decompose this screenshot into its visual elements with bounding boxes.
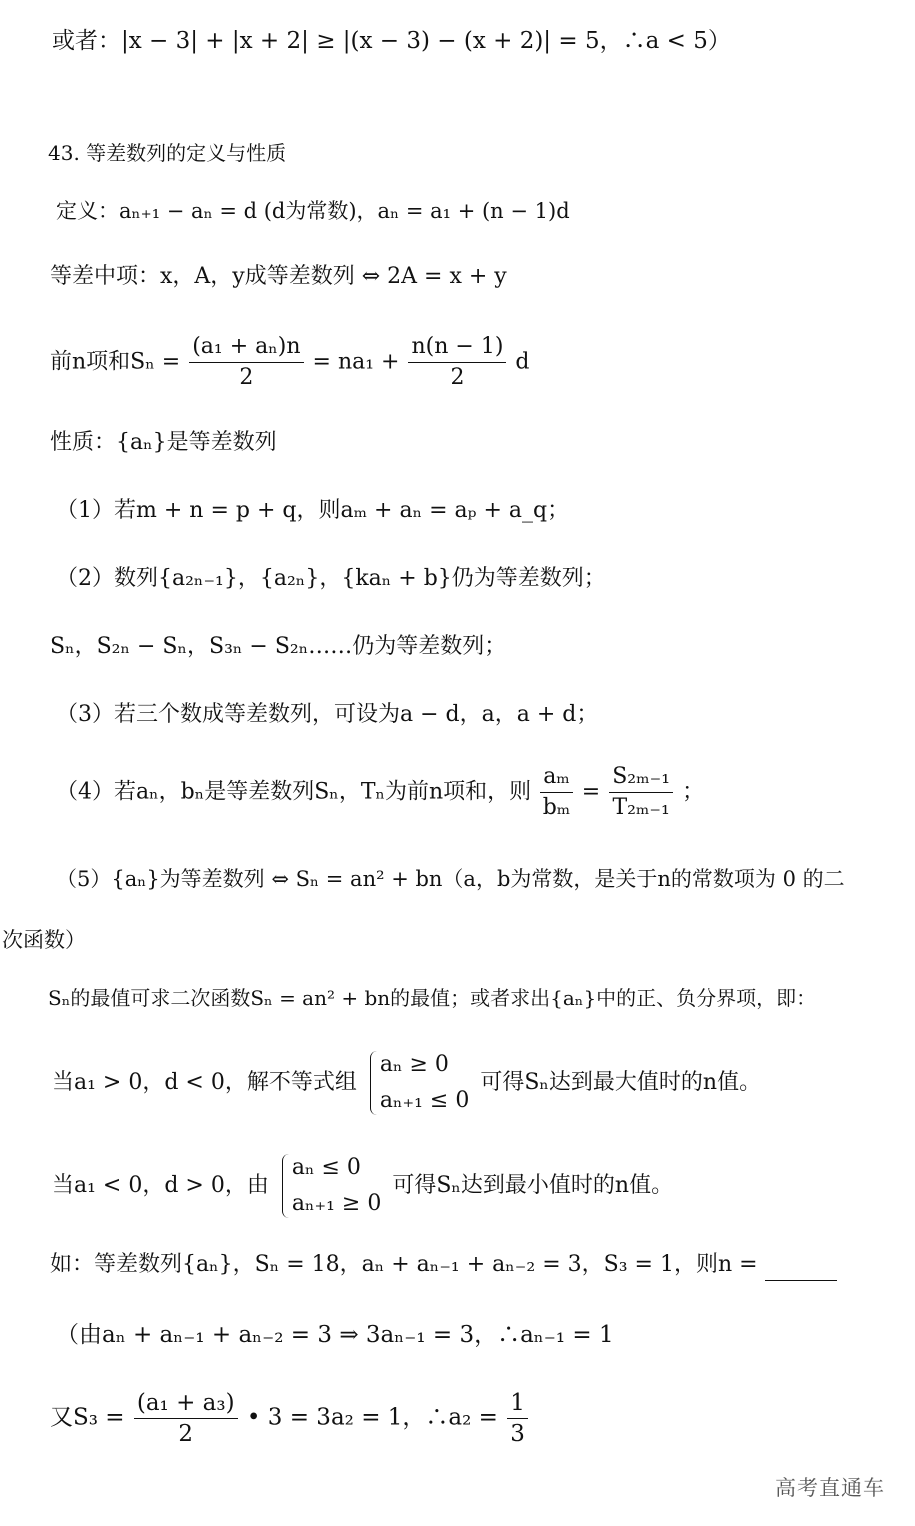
line-extremum: Sₙ的最值可求二次函数Sₙ = an² + bn的最值；或者求出{aₙ}中的正、负分界项，即： (48, 986, 817, 1010)
partial-sum-mid: = na₁ + (312, 349, 400, 375)
fraction-denominator: T₂ₘ₋₁ (612, 795, 670, 820)
partial-sum-prefix: 前n项和Sₙ = (50, 349, 181, 375)
system-row: aₙ ≥ 0 (379, 1052, 449, 1077)
fraction-numerator: n(n − 1) (408, 332, 506, 363)
solution-2-mid: • 3 = 3a₂ = 1，∴a₂ = (246, 1404, 498, 1431)
fraction-sum-formula (189, 332, 303, 393)
answer-blank (765, 1250, 837, 1281)
max-condition-prefix: 当a₁ > 0，d < 0，解不等式组 (52, 1070, 357, 1095)
fraction-denominator: 3 (510, 1421, 525, 1447)
inequality-system-min (280, 1150, 381, 1222)
max-condition-suffix: 可得Sₙ达到最大值时的n值。 (480, 1070, 762, 1095)
fraction-numerator: S₂ₘ₋₁ (609, 762, 673, 793)
line-solution-1: （由aₙ + aₙ₋₁ + aₙ₋₂ = 3 ⇒ 3aₙ₋₁ = 3，∴aₙ₋₁ = 1 (56, 1322, 614, 1348)
line-partial-sum (50, 332, 530, 393)
fraction-s-over-t (609, 762, 673, 823)
fraction-denominator: 2 (239, 365, 254, 390)
line-property-2: （2）数列{a₂ₙ₋₁}，{a₂ₙ}，{kaₙ + b}仍为等差数列； (56, 566, 606, 591)
line-max-condition (52, 1047, 761, 1119)
fraction-denominator: 2 (178, 1421, 194, 1447)
fraction-one-third (507, 1388, 528, 1449)
fraction-numerator: aₘ (540, 762, 573, 793)
line-property-5-cont: 次函数） (2, 928, 86, 952)
inequality-system-max (368, 1047, 469, 1119)
min-condition-prefix: 当a₁ < 0，d > 0，由 (52, 1173, 269, 1198)
fraction-numerator: 1 (507, 1388, 528, 1419)
line-abs-inequality: 或者：|x − 3| + |x + 2| ≥ |(x − 3) − (x + 2)| = 5，∴a < 5） (52, 28, 731, 54)
fraction-s3 (134, 1388, 238, 1449)
system-row: aₙ₊₁ ≤ 0 (379, 1088, 470, 1113)
fraction-numerator: (a₁ + aₙ)n (189, 332, 303, 363)
line-property-3: （3）若三个数成等差数列，可设为a − d，a，a + d； (56, 702, 599, 727)
line-property-1: （1）若m + n = p + q，则aₘ + aₙ = aₚ + a_q； (56, 498, 570, 523)
fraction-numerator: (a₁ + a₃) (134, 1388, 238, 1419)
line-arithmetic-mean: 等差中项：x，A，y成等差数列 ⇔ 2A = x + y (50, 264, 507, 289)
line-properties-heading: 性质：{aₙ}是等差数列 (50, 430, 277, 455)
partial-sum-suffix: d (515, 349, 530, 375)
fraction-denominator: bₘ (542, 795, 571, 820)
system-row: aₙ ≤ 0 (291, 1155, 361, 1180)
fraction-sum-formula-2 (408, 332, 506, 393)
property-4-prefix: （4）若aₙ，bₙ是等差数列Sₙ，Tₙ为前n项和，则 (56, 779, 532, 805)
line-example (50, 1250, 837, 1281)
min-condition-suffix: 可得Sₙ达到最小值时的n值。 (392, 1173, 674, 1198)
fraction-a-over-b (540, 762, 573, 823)
section-title: 43. 等差数列的定义与性质 (48, 141, 287, 165)
line-definition: 定义：aₙ₊₁ − aₙ = d (d为常数)，aₙ = a₁ + (n − 1)d (56, 199, 570, 223)
system-row: aₙ₊₁ ≥ 0 (291, 1191, 382, 1216)
line-min-condition (52, 1150, 673, 1222)
line-property-5: （5）{aₙ}为等差数列 ⇔ Sₙ = an² + bn（a，b为常数，是关于n的常数项为 0 的二 (56, 867, 845, 891)
line-property-4 (56, 762, 704, 823)
watermark-brand: 高考直通车 (775, 1476, 885, 1500)
example-text: 如：等差数列{aₙ}，Sₙ = 18，aₙ + aₙ₋₁ + aₙ₋₂ = 3，S₃ = 1，则n = (50, 1252, 758, 1277)
line-segment-sums: Sₙ，S₂ₙ − Sₙ，S₃ₙ − S₂ₙ……仍为等差数列； (50, 634, 507, 659)
equals-sign: = (581, 779, 601, 805)
fraction-denominator: 2 (450, 365, 465, 390)
solution-2-prefix: 又S₃ = (50, 1404, 125, 1431)
line-solution-2 (50, 1388, 530, 1449)
property-4-suffix: ； (682, 779, 705, 805)
